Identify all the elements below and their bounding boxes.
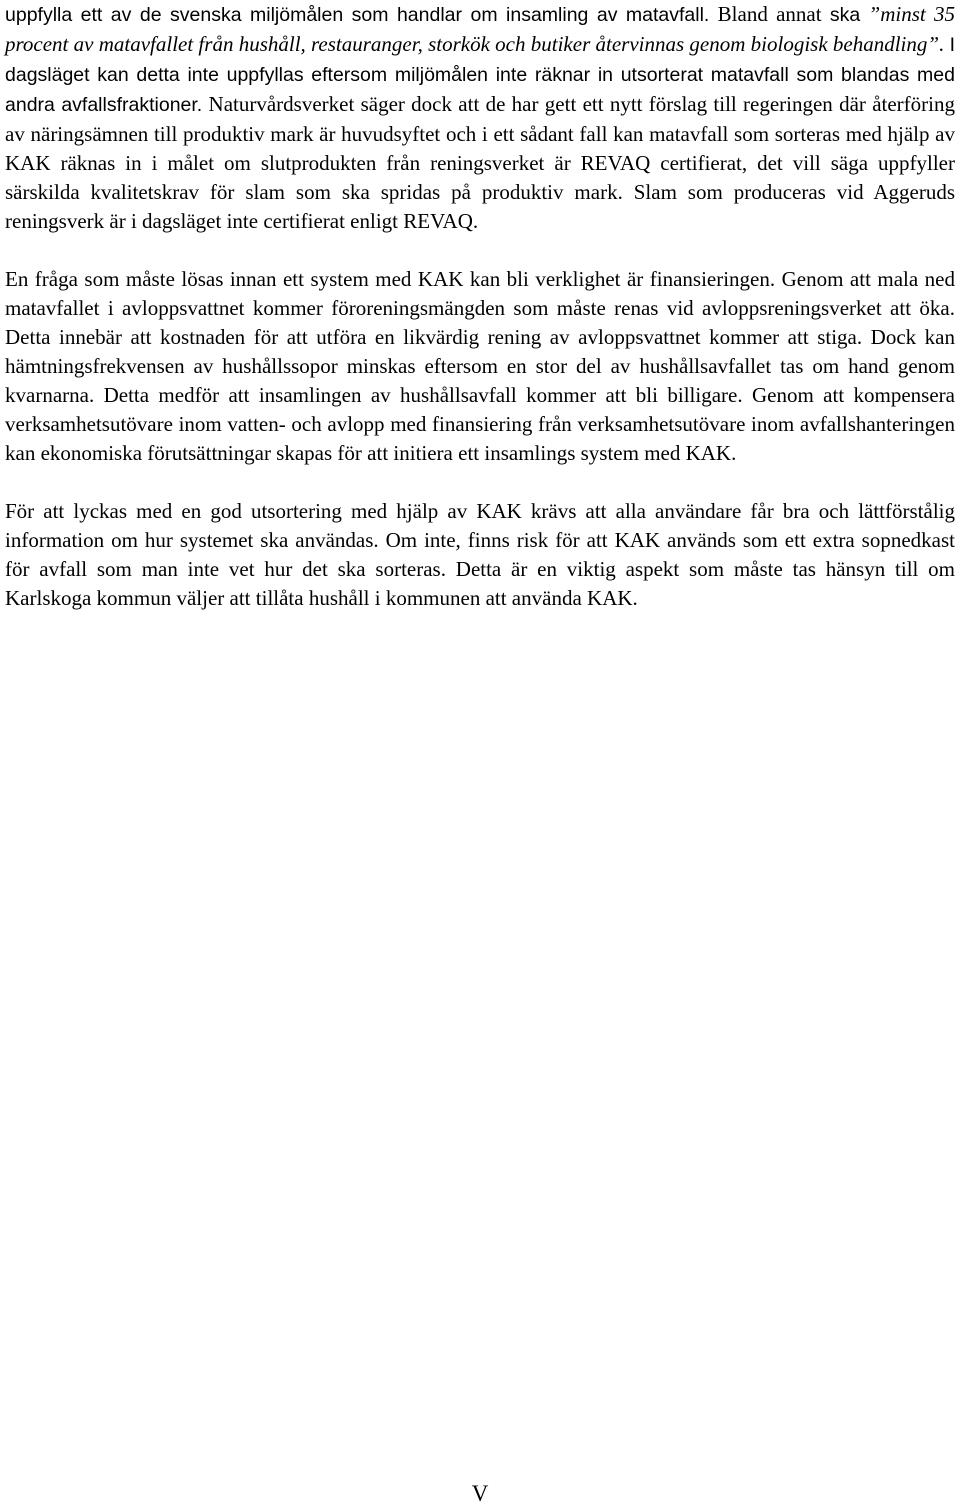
paragraph: För att lyckas med en god utsortering med hjälp av KAK krävs att alla användare får bra och lättförstålig information om hur systemet ska användas. Om inte, finns risk för att KAK används som ett extra sopnedkast för avfall som man inte vet hur det ska sorteras. Detta är en viktig aspekt som måste tas hänsyn till om Karlskoga kommun väljer att tillåta hushåll i kommunen att använda KAK.: [5, 499, 955, 610]
paragraph: [5, 0, 955, 236]
paragraph-text: Bland annat: [717, 2, 822, 26]
paragraph: En fråga som måste lösas innan ett system med KAK kan bli verklighet är finansieringen. Genom att mala ned matavfallet i avloppsvattnet kommer föroreningsmängden som måste renas vid avloppsreningsverket att öka. Detta innebär att kostnaden för att utföra en likvärdig rening av avloppsvattnet kommer att stiga. Dock kan hämtningsfrekvensen av hushållssopor minskas eftersom en stor del av hushållsavfallet tas om hand genom kvarnarna. Detta medför att insamlingen av hushållsavfall kommer att bli billigare. Genom att kompensera verksamhetsutövare inom vatten- och avlopp med finansiering från verksamhetsutövare inom avfallshanteringen kan ekonomiska förutsättningar skapas för att initiera ett insamlings system med KAK.: [5, 267, 955, 465]
document-body: [5, 0, 955, 613]
paragraph-text: ska: [829, 4, 861, 26]
paragraph-text: Naturvårdsverket säger dock att de har gett ett nytt förslag till regeringen där återföring av näringsämnen till produktiv mark är huvudsyftet och i ett sådant fall kan matavfall som sorteras med hjälp av KAK räknas in i målet om slutprodukten från reningsverket är REVAQ certifierat, det vill säga uppfyller särskilda kvalitetskrav för slam som ska spridas på produktiv mark. Slam som produceras vid Aggeruds reningsverk är i dagsläget inte certifierat enligt REVAQ.: [5, 92, 955, 233]
page-number: V: [471, 1481, 489, 1506]
paragraph-text: uppfylla ett av de svenska miljömålen som handlar om insamling av matavfall.: [5, 4, 710, 26]
paragraph-text: I dagsläget kan detta inte uppfyllas eftersom miljömålen inte räknar in utsorterat matavfall som blandas med andra avfallsfraktioner.: [5, 34, 956, 116]
quotation: ”minst 35 procent av matavfallet från hushåll, restauranger, storkök och butiker återvinnas genom biologisk behandling”.: [5, 2, 956, 56]
